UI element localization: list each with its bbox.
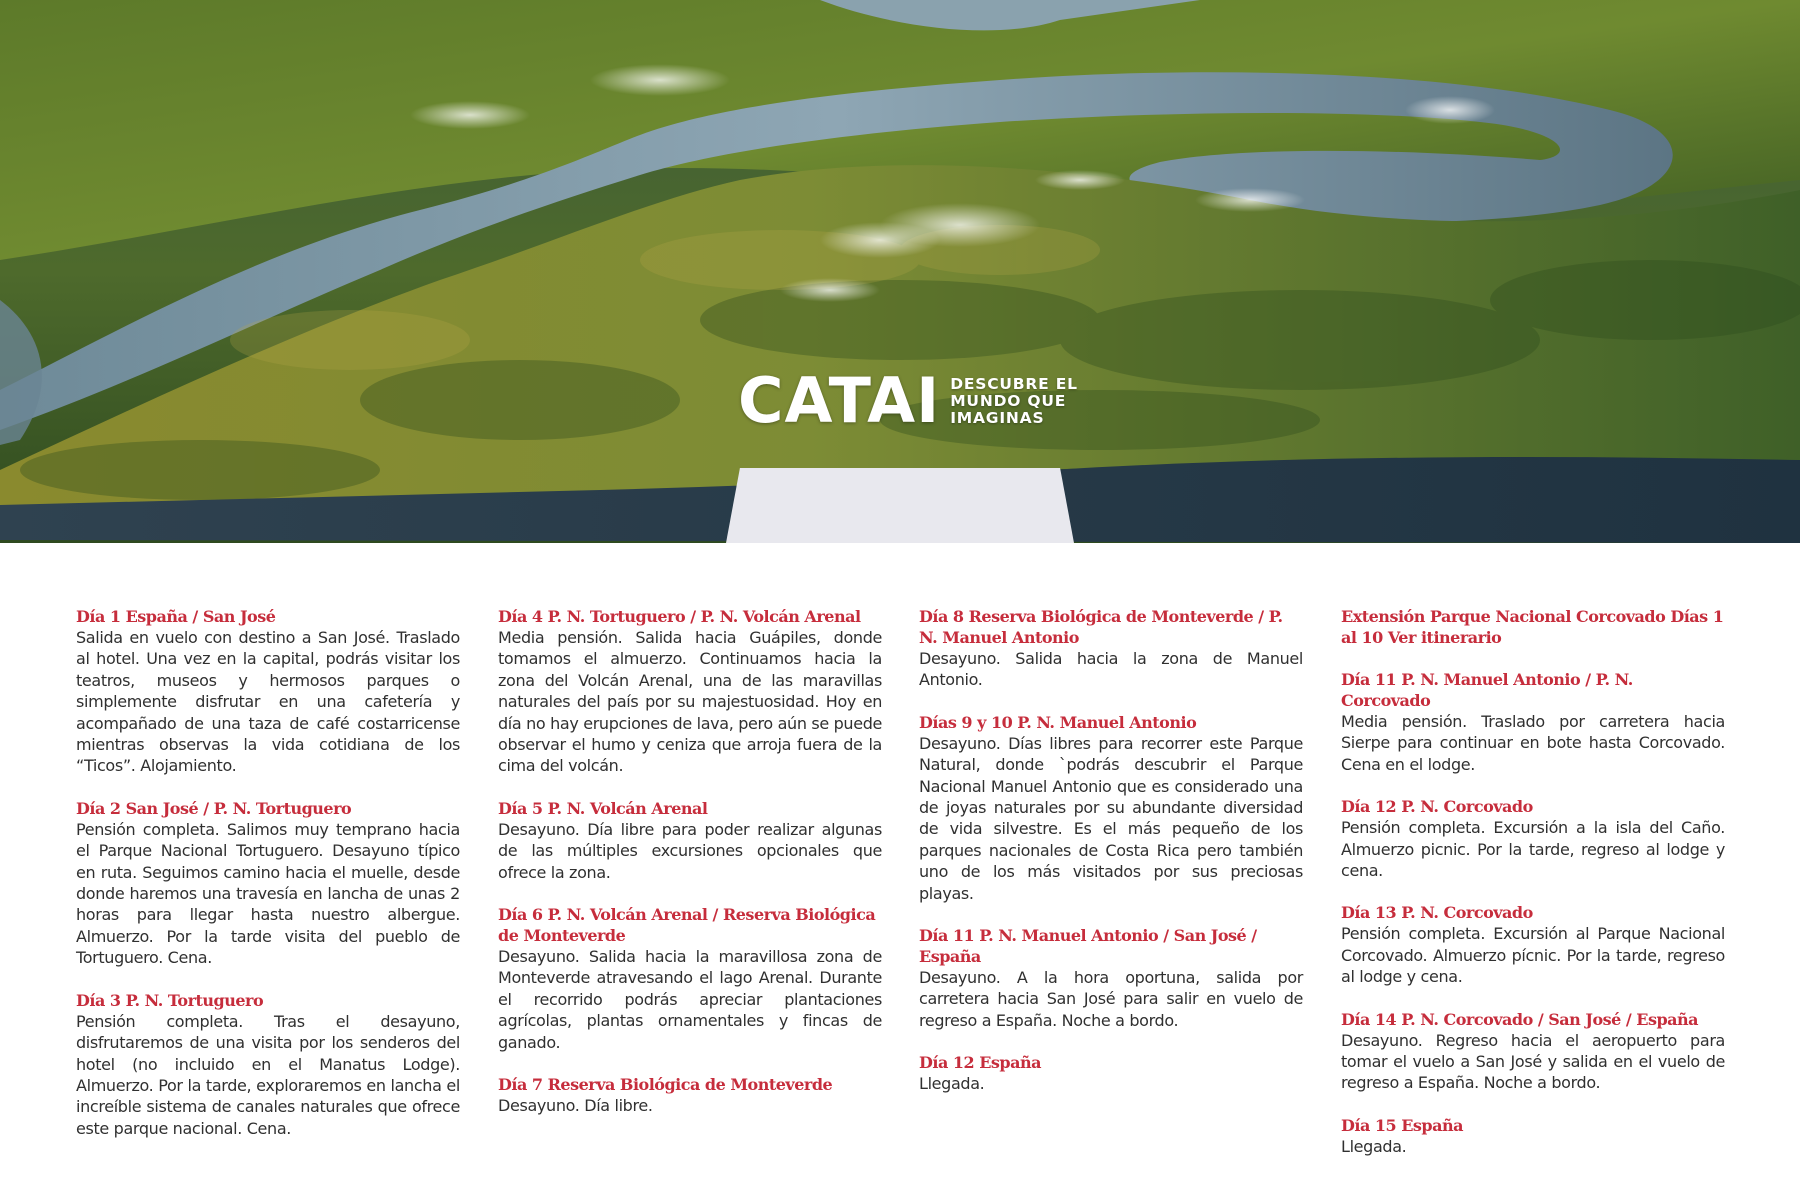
brand-tagline <box>950 376 1078 427</box>
itinerary-column-2 <box>498 606 882 1138</box>
day-title: Día 14 P. N. Corcovado / San José / España <box>1341 1009 1699 1029</box>
day-entry <box>919 712 1303 904</box>
day-description: Desayuno. Días libres para recorrer este Parque Natural, donde `podrás descubrir el Parque Nacional Manuel Antonio que es considerado una de joyas naturales por su abundante diversidad de vida silvestre. Es el más pequeño de los parques nacionales de Costa Rica pero también uno de los más visitados por sus preciosas playas. <box>919 733 1303 903</box>
day-description: Desayuno. Salida hacia la zona de Manuel Antonio. <box>919 649 1303 690</box>
extension-title: Extensión Parque Nacional Corcovado Días 1 al 10 Ver itinerario <box>1341 607 1724 647</box>
day-entry <box>1341 669 1725 775</box>
day-description: Pensión completa. Excursión al Parque Nacional Corcovado. Almuerzo pícnic. Por la tarde, regreso al lodge y cena. <box>1341 924 1725 987</box>
day-entry <box>498 904 882 1053</box>
day-entry <box>76 606 460 777</box>
aerial-rainforest-river-icon <box>0 0 1800 543</box>
day-entry <box>498 798 882 883</box>
day-entry <box>919 925 1303 1031</box>
day-description: Desayuno. Día libre para poder realizar algunas de las múltiples excursiones opcionales que ofrece la zona. <box>498 819 882 882</box>
day-title: Día 15 España <box>1341 1115 1463 1135</box>
itinerary <box>76 606 1726 1166</box>
hero-photo <box>0 0 1800 543</box>
day-entry <box>1341 796 1725 881</box>
day-entry <box>1341 1115 1725 1157</box>
day-title: Días 9 y 10 P. N. Manuel Antonio <box>919 712 1197 732</box>
day-description: Llegada. <box>1341 1136 1407 1156</box>
day-description: Desayuno. Día libre. <box>498 1096 653 1116</box>
itinerary-column-3 <box>919 606 1303 1116</box>
day-title: Día 13 P. N. Corcovado <box>1341 903 1533 923</box>
tagline-line-3: IMAGINAS <box>950 408 1045 427</box>
day-description: Pensión completa. Excursión a la isla del Caño. Almuerzo picnic. Por la tarde, regreso al lodge y cena. <box>1341 818 1725 881</box>
day-entry <box>498 606 882 777</box>
day-title: Día 12 P. N. Corcovado <box>1341 797 1533 817</box>
brand-logo <box>738 366 1078 436</box>
day-title: Día 4 P. N. Tortuguero / P. N. Volcán Arenal <box>498 607 861 626</box>
day-title: Día 1 España / San José <box>76 607 276 626</box>
day-title: Día 7 Reserva Biológica de Monteverde <box>498 1075 833 1095</box>
day-title: Día 11 P. N. Manuel Antonio / San José / España <box>919 926 1257 967</box>
day-entry <box>76 990 460 1139</box>
day-description: Desayuno. Salida hacia la maravillosa zona de Monteverde atravesando el lago Arenal. Durante el recorrido podrás apreciar plantaciones agrícolas, plantas ornamentales y fincas de ganado. <box>498 947 882 1052</box>
day-title: Día 3 P. N. Tortuguero <box>76 990 264 1010</box>
day-entry <box>498 1074 882 1116</box>
day-title: Día 11 P. N. Manuel Antonio / P. N. Corcovado <box>1341 670 1633 710</box>
day-title: Día 5 P. N. Volcán Arenal <box>498 798 708 818</box>
itinerary-column-4 <box>1341 606 1725 1178</box>
decorative-tab <box>726 468 1074 543</box>
day-entry <box>1341 1009 1725 1094</box>
itinerary-column-1 <box>76 606 460 1160</box>
day-title: Día 8 Reserva Biológica de Monteverde / P. N. Manuel Antonio <box>919 607 1283 647</box>
day-description: Pensión completa. Salimos muy temprano hacia el Parque Nacional Tortuguero. Desayuno típico en ruta. Seguimos camino hacia el muelle, desde donde haremos una travesía en lancha de unas 2 horas para llegar hasta nuestro albergue. Almuerzo. Por la tarde visita del pueblo de Tortuguero. Cena. <box>76 819 460 968</box>
day-description: Media pensión. Salida hacia Guápiles, donde tomamos el almuerzo. Continuamos hacia la zona del Volcán Arenal, una de las maravillas naturales del país por su majestuosidad. Hoy en día no hay erupciones de lava, pero aún se puede observar el humo y ceniza que arroja fuera de la cima del volcán. <box>498 628 882 776</box>
day-title: Día 6 P. N. Volcán Arenal / Reserva Biológica de Monteverde <box>498 905 876 946</box>
day-entry <box>76 798 460 969</box>
day-entry <box>919 606 1303 691</box>
day-description: Desayuno. A la hora oportuna, salida por carretera hacia San José para salir en vuelo de regreso a España. Noche a bordo. <box>919 968 1303 1030</box>
day-title: Día 2 San José / P. N. Tortuguero <box>76 798 352 818</box>
day-description: Llegada. <box>919 1074 985 1094</box>
brand-name: CATAI <box>738 364 941 437</box>
day-entry <box>919 1052 1303 1094</box>
day-description: Desayuno. Regreso hacia el aeropuerto para tomar el vuelo a San José y salida en el vuelo de regreso a España. Noche a bordo. <box>1341 1030 1725 1093</box>
day-description: Salida en vuelo con destino a San José. Traslado al hotel. Una vez en la capital, podrás visitar los teatros, museos y hermosos parques o simplemente disfrutar en una cafetería y acompañado de una taza de café costarricense mientras observas la vida cotidiana de los “Ticos”. Alojamiento. <box>76 628 460 776</box>
day-description: Pensión completa. Tras el desayuno, disfrutaremos de una visita por los senderos del hotel (no incluido en el Manatus Lodge). Almuerzo. Por la tarde, exploraremos en lancha el increíble sistema de canales naturales que ofrece este parque nacional. Cena. <box>76 1011 460 1138</box>
tagline-line-1: DESCUBRE EL <box>950 374 1078 393</box>
extension-entry <box>1341 606 1725 648</box>
day-title: Día 12 España <box>919 1053 1041 1073</box>
tagline-line-2: MUNDO QUE <box>950 391 1067 410</box>
day-entry <box>1341 902 1725 987</box>
day-description: Media pensión. Traslado por carretera hacia Sierpe para continuar en bote hasta Corcovado. Cena en el lodge. <box>1341 712 1725 774</box>
